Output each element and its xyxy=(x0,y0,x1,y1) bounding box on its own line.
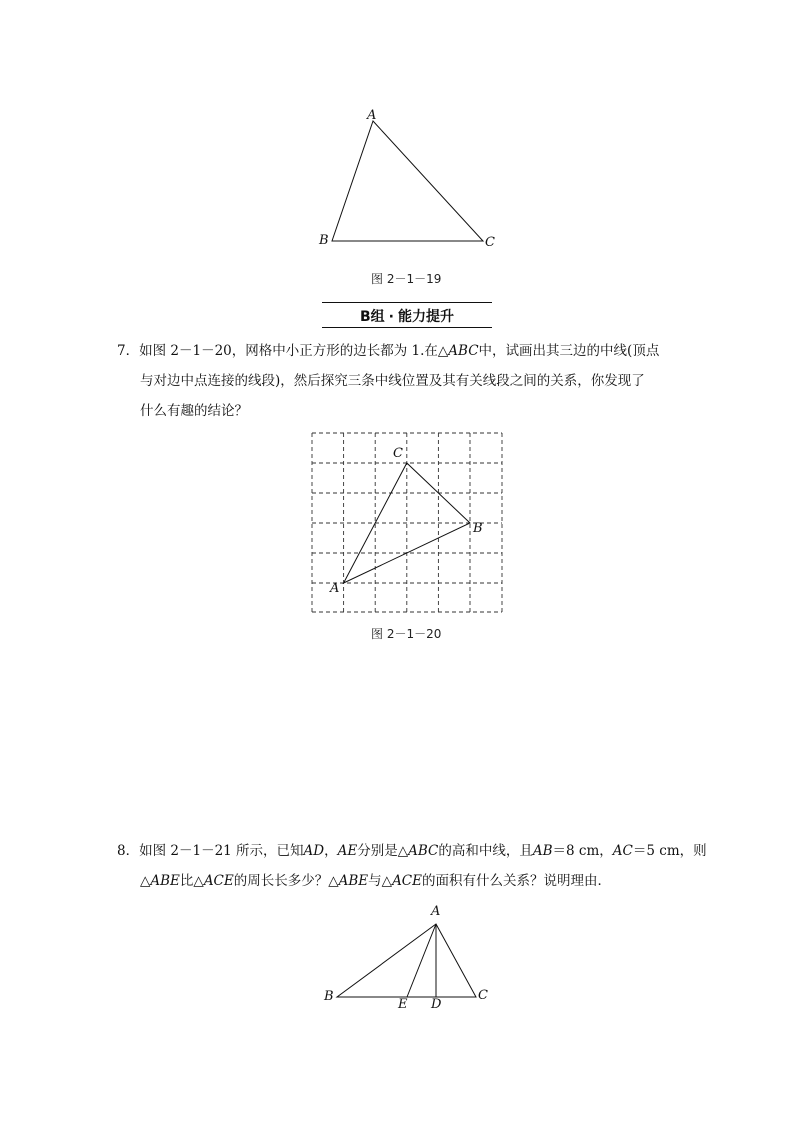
fig20-label-b: B xyxy=(473,521,483,536)
q8-t7: 比△ xyxy=(179,873,204,889)
section-title-right: 能力提升 xyxy=(398,309,454,325)
figure-2-1-19 xyxy=(310,105,510,255)
q8-t4: ＝8 cm， xyxy=(552,843,613,859)
fig21-label-a: A xyxy=(431,904,441,919)
fig20-caption: 图 2－1－20 xyxy=(371,627,442,641)
figure-2-1-21 xyxy=(325,910,495,1010)
fig21-label-b: B xyxy=(324,989,334,1004)
q8-t9: 与△ xyxy=(368,873,393,889)
q7-line-1 xyxy=(117,336,687,366)
q8-t6: △ xyxy=(140,873,151,889)
q7-text-1a: 如图 2－1－20，网格中小正方形的边长都为 1.在△ xyxy=(139,343,449,359)
q7-line-2: 与对边中点连接的线段)，然后探究三条中线位置及其有关线段之间的关系，你发现了 xyxy=(140,373,645,389)
q8-sep: ， xyxy=(324,843,338,859)
q8-ace-2: ACE xyxy=(392,873,422,889)
q8-number: 8． xyxy=(117,843,140,859)
q7-abc: ABC xyxy=(448,343,479,359)
triangle-abc-21 xyxy=(337,924,476,997)
section-title xyxy=(322,306,492,326)
q7-number: 7． xyxy=(117,343,140,359)
q7-line-3: 什么有趣的结论？ xyxy=(140,403,248,419)
q8-abe: ABE xyxy=(150,873,180,889)
q8-t8: 的周长长多少？△ xyxy=(233,873,339,889)
q8-abc: ABC xyxy=(408,843,439,859)
question-7 xyxy=(117,336,687,426)
q8-line-2 xyxy=(117,866,687,896)
fig19-label-a: A xyxy=(367,108,377,123)
q8-ab: AB xyxy=(532,843,553,859)
q8-abe-2: ABE xyxy=(338,873,369,889)
section-title-dot: · xyxy=(388,309,394,325)
section-header xyxy=(322,302,492,328)
fig21-label-e: E xyxy=(398,997,408,1012)
q8-t3: 的高和中线，且 xyxy=(438,843,533,859)
q8-ae: AE xyxy=(337,843,358,859)
q8-ac: AC xyxy=(612,843,633,859)
q8-ace: ACE xyxy=(203,873,234,889)
triangle-abc xyxy=(332,121,483,241)
q8-t5: ＝5 cm，则 xyxy=(632,843,707,859)
fig21-label-d: D xyxy=(431,997,442,1012)
fig20-label-c: C xyxy=(393,446,403,461)
fig19-label-c: C xyxy=(485,235,495,250)
q8-t1: 如图 2－1－21 所示，已知 xyxy=(139,843,304,859)
fig19-caption: 图 2－1－19 xyxy=(371,272,442,286)
question-8 xyxy=(117,836,707,896)
q8-t2: 分别是△ xyxy=(357,843,409,859)
section-title-left: B组 xyxy=(360,309,385,325)
fig20-label-a: A xyxy=(330,581,340,596)
q8-t10: 的面积有什么关系？说明理由． xyxy=(422,873,611,889)
fig21-label-c: C xyxy=(478,988,488,1003)
fig19-label-b: B xyxy=(319,233,329,248)
q8-line-1 xyxy=(117,836,707,866)
q7-text-1b: 中，试画出其三边的中线(顶点 xyxy=(478,343,660,359)
q8-ad: AD xyxy=(303,843,325,859)
